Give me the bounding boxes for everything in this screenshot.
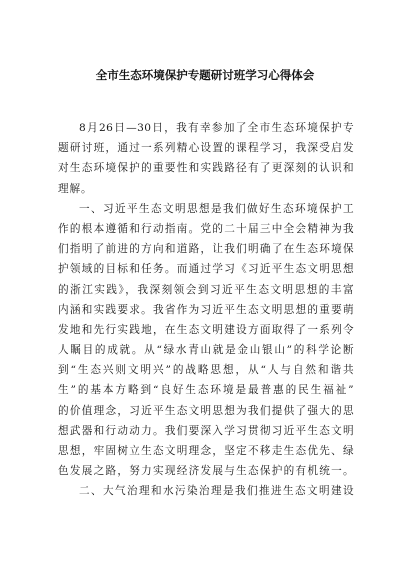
paragraph-line: 们指明了前进的方向和道路，让我们明确了在生态环境保	[58, 243, 354, 256]
paragraph-line: 一、习近平生态文明思想是我们做好生态环境保护工	[79, 202, 354, 215]
paragraph-line: 8月26日—30日，我有幸参加了全市生态环境保护专	[79, 122, 354, 134]
paragraph-line: 题研讨班，通过一系列精心设置的课程学习，我深受启发	[58, 142, 354, 155]
paragraph-line: 对生态环境保护的重要性和实践路径有了更深刻的认识和	[58, 162, 354, 175]
paragraph-line: 内涵和实践要求。我省作为习近平生态文明思想的重要萌	[58, 303, 354, 316]
paragraph-line: 作的根本遵循和行动指南。党的二十届三中全会精神为我	[58, 222, 354, 235]
paragraph-line: 生”的基本方略到“良好生态环境是最普惠的民生福祉”	[58, 384, 354, 397]
paragraph-line: 思想，牢固树立生态文明理念，坚定不移走生态优先、绿	[58, 445, 354, 457]
paragraph-line: 二、大气治理和水污染治理是我们推进生态文明建设	[79, 485, 354, 498]
paragraph-line: 色发展之路，努力实现经济发展与生态保护的有机统一。	[58, 465, 354, 478]
paragraph-line: 想武器和行动动力。我们要深入学习贯彻习近平生态文明	[58, 424, 354, 437]
document-title: 全市生态环境保护专题研讨班学习心得体会	[95, 68, 315, 82]
paragraph-line: 的浙江实践》，我深刻领会到习近平生态文明思想的丰富	[58, 283, 354, 296]
paragraph-line: 发地和先行实践地，在生态文明建设方面取得了一系列令	[58, 323, 354, 336]
paragraph-line: 的价值理念，习近平生态文明思想为我们提供了强大的思	[58, 404, 354, 417]
paragraph-line: 到“生态兴则文明兴”的战略思想，从“人与自然和谐共	[58, 364, 354, 377]
paragraph-line: 人瞩目的成就。从“绿水青山就是金山银山”的科学论断	[58, 344, 354, 357]
paragraph-line: 理解。	[58, 182, 93, 195]
paragraph-line: 护领域的目标和任务。而通过学习《习近平生态文明思想	[58, 263, 354, 276]
document-body	[58, 118, 354, 502]
